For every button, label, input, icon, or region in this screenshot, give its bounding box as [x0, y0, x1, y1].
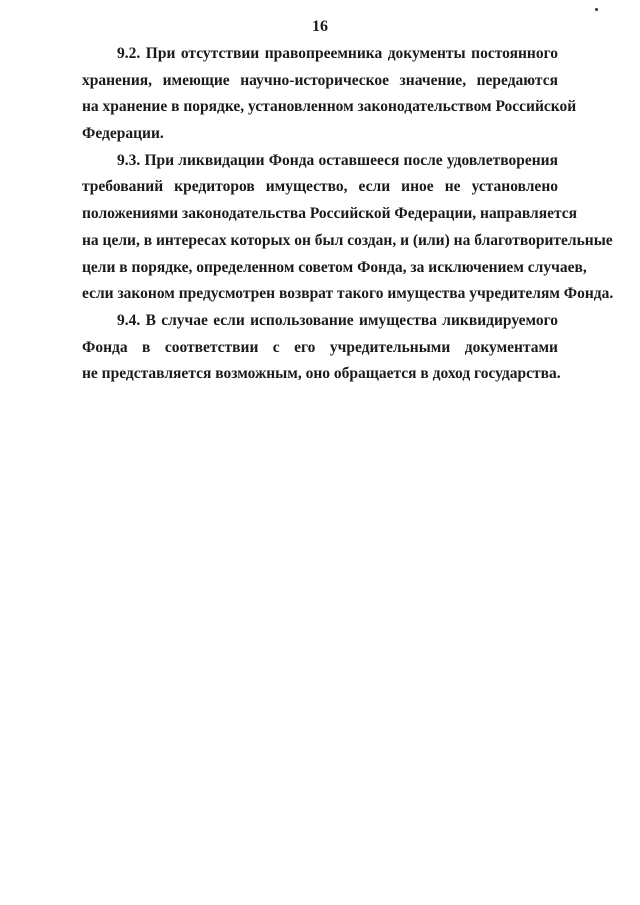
text-line: требований кредиторов имущество, если иное не установлено	[82, 178, 558, 196]
text-line: 9.4. В случае если использование имущества ликвидируемого	[117, 311, 558, 329]
text-line: 9.2. При отсутствии правопреемника документы постоянного	[117, 45, 558, 62]
text-line: 9.3. При ликвидации Фонда оставшееся после удовлетворения	[117, 151, 558, 169]
text-line: на цели, в интересах которых он был создан, и (или) на благотворительные	[82, 231, 613, 249]
text-line: Федерации.	[82, 125, 164, 143]
text-line: хранения, имеющие научно-историческое значение, передаются	[82, 71, 558, 89]
paragraph-9-4	[82, 308, 561, 388]
paragraph-9-3	[82, 148, 614, 308]
paragraph-9-2	[82, 41, 577, 148]
scan-speck	[595, 8, 598, 11]
text-line: Фонда в соответствии с его учредительными документами	[82, 338, 558, 356]
text-line: не представляется возможным, оно обращается в доход государства.	[82, 365, 561, 383]
text-line: цели в порядке, определенном советом Фонда, за исключением случаев,	[82, 258, 587, 276]
page-number: 16	[312, 18, 328, 35]
text-line: если законом предусмотрен возврат такого имущества учредителям Фонда.	[82, 285, 614, 303]
text-line: на хранение в порядке, установленном законодательством Российской	[82, 98, 577, 116]
text-line: положениями законодательства Российской Федерации, направляется	[82, 205, 578, 223]
document-body	[82, 41, 614, 388]
